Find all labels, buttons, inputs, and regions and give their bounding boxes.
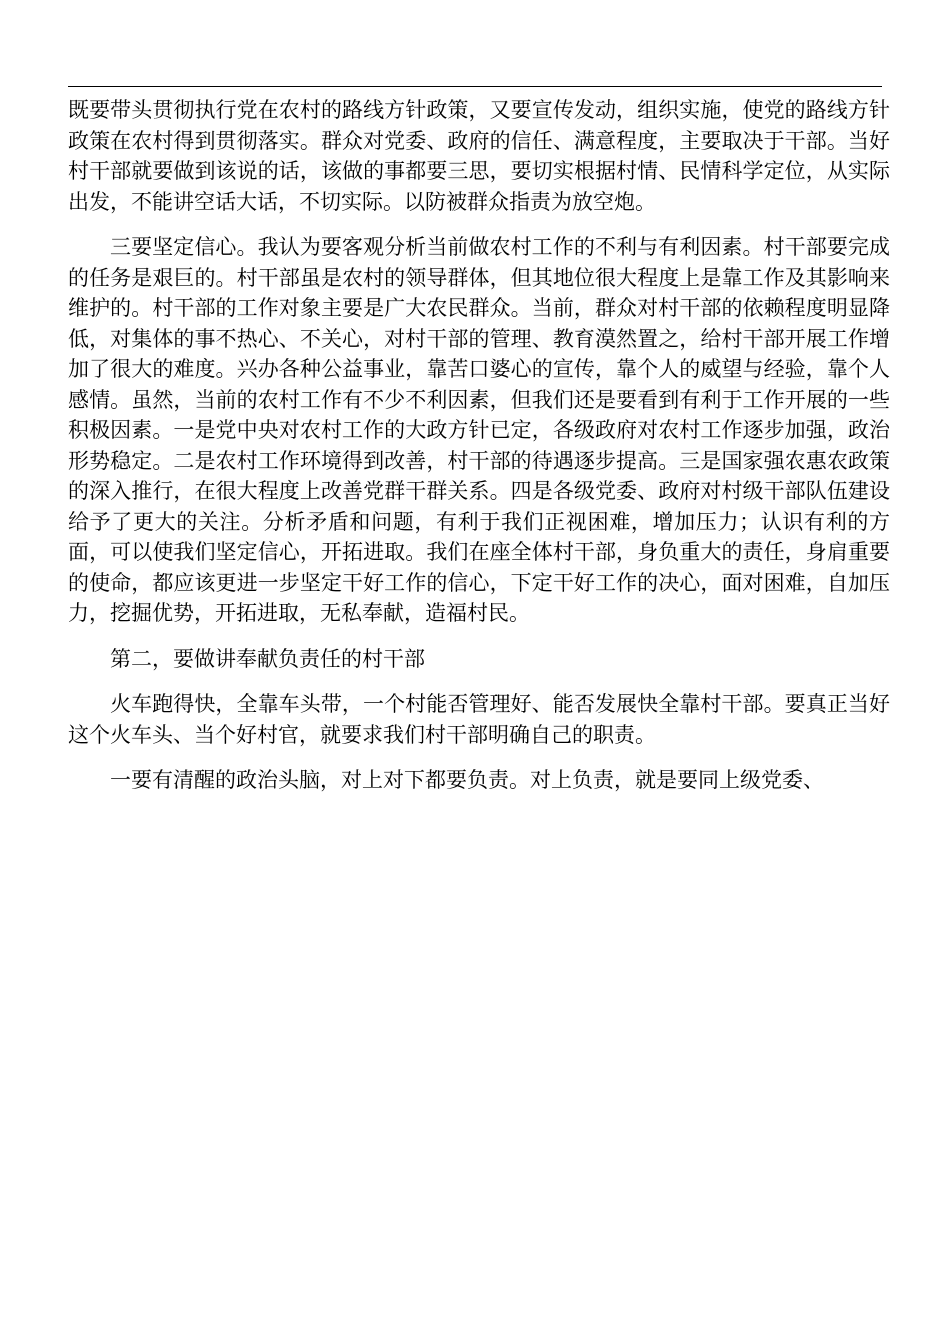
paragraph-continuation: 既要带头贯彻执行党在农村的路线方针政策，又要宣传发动，组织实施，使党的路线方针政策在农村得到贯彻落实。群众对党委、政府的信任、满意程度，主要取决于干部。当好村干部就要做到该说的话，该做的事都要三思，要切实根据村情、民情科学定位，从实际出发，不能讲空话大话，不切实际。以防被群众指责为放空炮。 bbox=[68, 98, 890, 214]
section-heading: 第二，要做讲奉献负责任的村干部 bbox=[110, 646, 425, 671]
paragraph-confidence: 三要坚定信心。我认为要客观分析当前做农村工作的不利与有利因素。村干部要完成的任务是艰巨的。村干部虽是农村的领导群体，但其地位很大程度上是靠工作及其影响来维护的。村干部的工作对象主要是广大农民群众。当前，群众对村干部的依赖程度明显降低，对集体的事不热心、不关心，对村干部的管理、教育漠然置之，给村干部开展工作增加了很大的难度。兴办各种公益事业，靠苦口婆心的宣传，靠个人的威望与经验，靠个人感情。虽然，当前的农村工作有不少不利因素，但我们还是要看到有利于工作开展的一些积极因素。一是党中央对农村工作的大政方针已定，各级政府对农村工作逐步加强，政治形势稳定。二是农村工作环境得到改善，村干部的待遇逐步提高。三是国家强农惠农政策的深入推行，在很大程度上改善党群干群关系。四是各级党委、政府对村级干部队伍建设给予了更大的关注。分析矛盾和问题，有利于我们正视困难，增加压力；认识有利的方面，可以使我们坚定信心，开拓进取。我们在座全体村干部，身负重大的责任，身肩重要的使命，都应该更进一步坚定干好工作的信心，下定干好工作的决心，面对困难，自加压力，挖掘优势，开拓进取，无私奉献，造福村民。 bbox=[68, 235, 890, 625]
document-body bbox=[68, 95, 890, 811]
header-rule bbox=[68, 86, 882, 87]
paragraph-political-mind: 一要有清醒的政治头脑，对上对下都要负责。对上负责，就是要同上级党委、 bbox=[110, 768, 824, 792]
paragraph-train-analogy: 火车跑得快，全靠车头带，一个村能否管理好、能否发展快全靠村干部。要真正当好这个火车头、当个好村官，就要求我们村干部明确自己的职责。 bbox=[68, 692, 890, 747]
